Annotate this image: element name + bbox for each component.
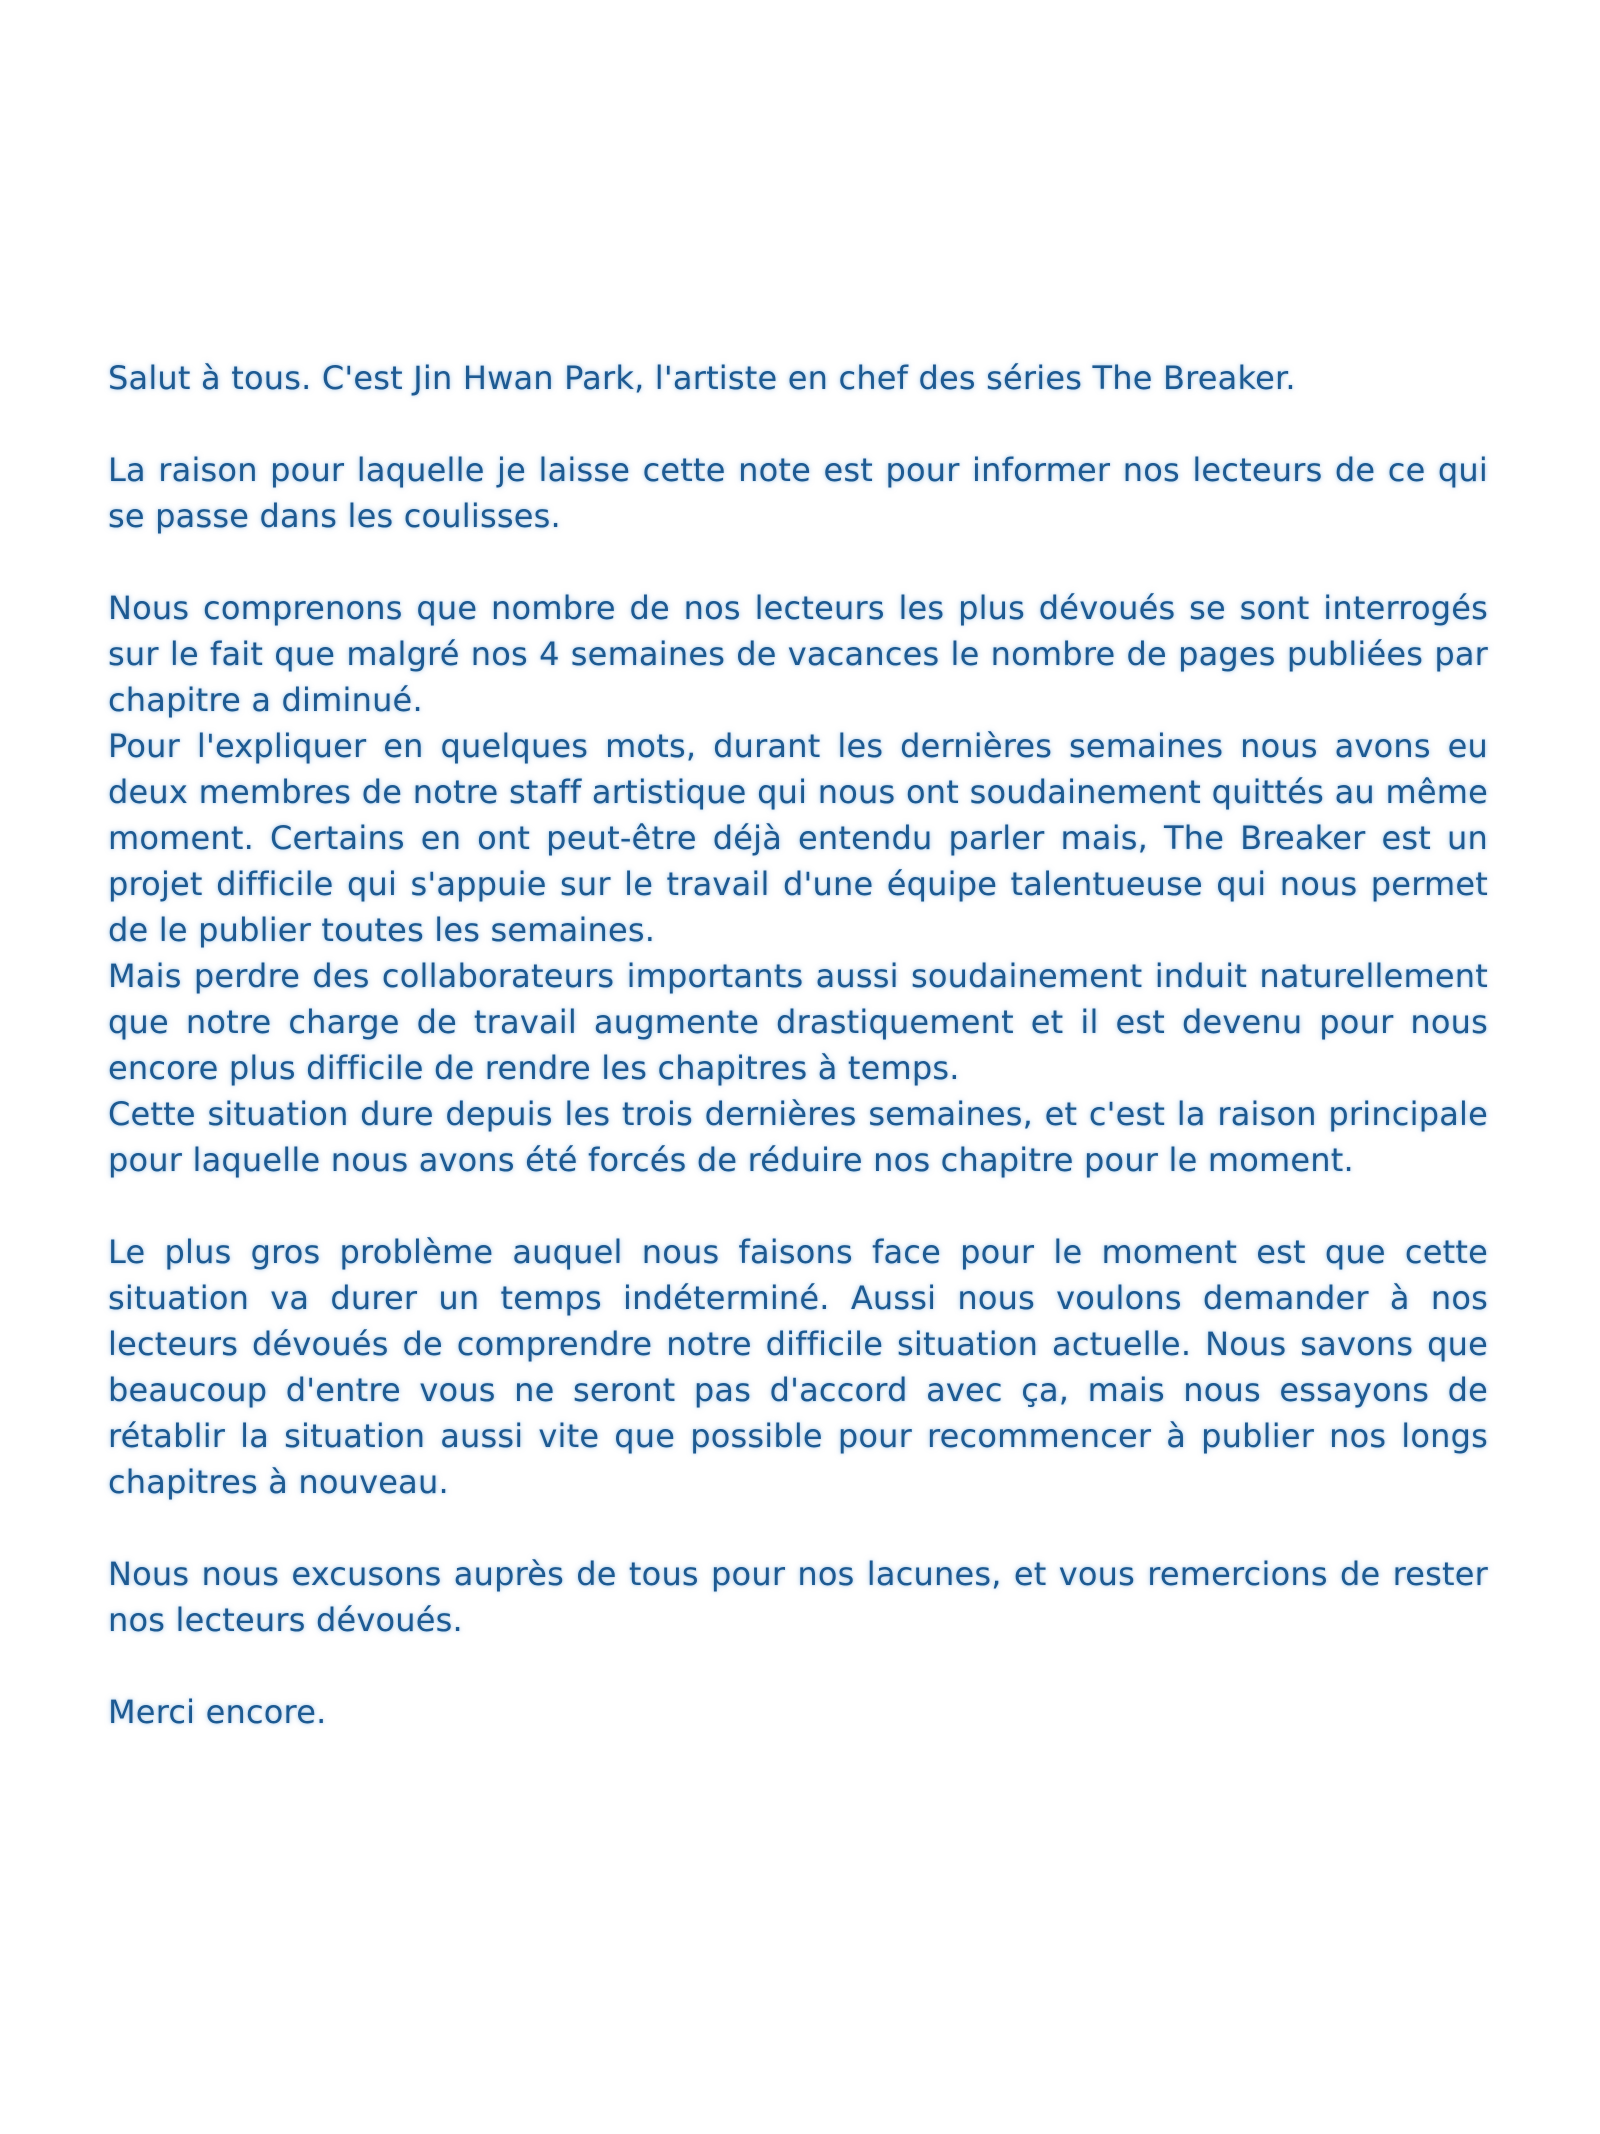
note-closing: Merci encore. (108, 1693, 327, 1731)
paragraph-gap (108, 539, 1488, 585)
note-greeting: Salut à tous. C'est Jin Hwan Park, l'artiste en chef des séries The Breaker. (108, 359, 1296, 397)
paragraph-gap (108, 1643, 1488, 1689)
note-paragraph-pages: Nous comprenons que nombre de nos lecteurs les plus dévoués se sont interrogés sur le fait que malgré nos 4 semaines de vacances le nombre de pages publiées par chapitre a diminué. (108, 589, 1488, 719)
note-paragraph-duration: Cette situation dure depuis les trois dernières semaines, et c'est la raison principale pour laquelle nous avons été forcés de réduire nos chapitre pour le moment. (108, 1095, 1488, 1179)
note-paragraph-apology: Nous nous excusons auprès de tous pour nos lacunes, et vous remercions de rester nos lecteurs dévoués. (108, 1555, 1488, 1639)
note-paragraph-reason: La raison pour laquelle je laisse cette note est pour informer nos lecteurs de ce qui se passe dans les coulisses. (108, 451, 1488, 535)
author-note (108, 355, 1488, 1735)
note-paragraph-workload: Mais perdre des collaborateurs importants aussi soudainement induit naturellement que notre charge de travail augmente drastiquement et il est devenu pour nous encore plus difficile de rendre les chapitres à temps. (108, 957, 1488, 1087)
paragraph-gap (108, 401, 1488, 447)
paragraph-gap (108, 1183, 1488, 1229)
note-paragraph-problem: Le plus gros problème auquel nous faisons face pour le moment est que cette situation va durer un temps indéterminé. Aussi nous voulons demander à nos lecteurs dévoués de comprendre notre difficile situation actuelle. Nous savons que beaucoup d'entre vous ne seront pas d'accord avec ça, mais nous essayons de rétablir la situation aussi vite que possible pour recommencer à publier nos longs chapitres à nouveau. (108, 1233, 1488, 1501)
paragraph-gap (108, 1505, 1488, 1551)
note-paragraph-staff: Pour l'expliquer en quelques mots, durant les dernières semaines nous avons eu deux membres de notre staff artistique qui nous ont soudainement quittés au même moment. Certains en ont peut-être déjà entendu parler mais, The Breaker est un projet difficile qui s'appuie sur le travail d'une équipe talentueuse qui nous permet de le publier toutes les semaines. (108, 727, 1488, 949)
